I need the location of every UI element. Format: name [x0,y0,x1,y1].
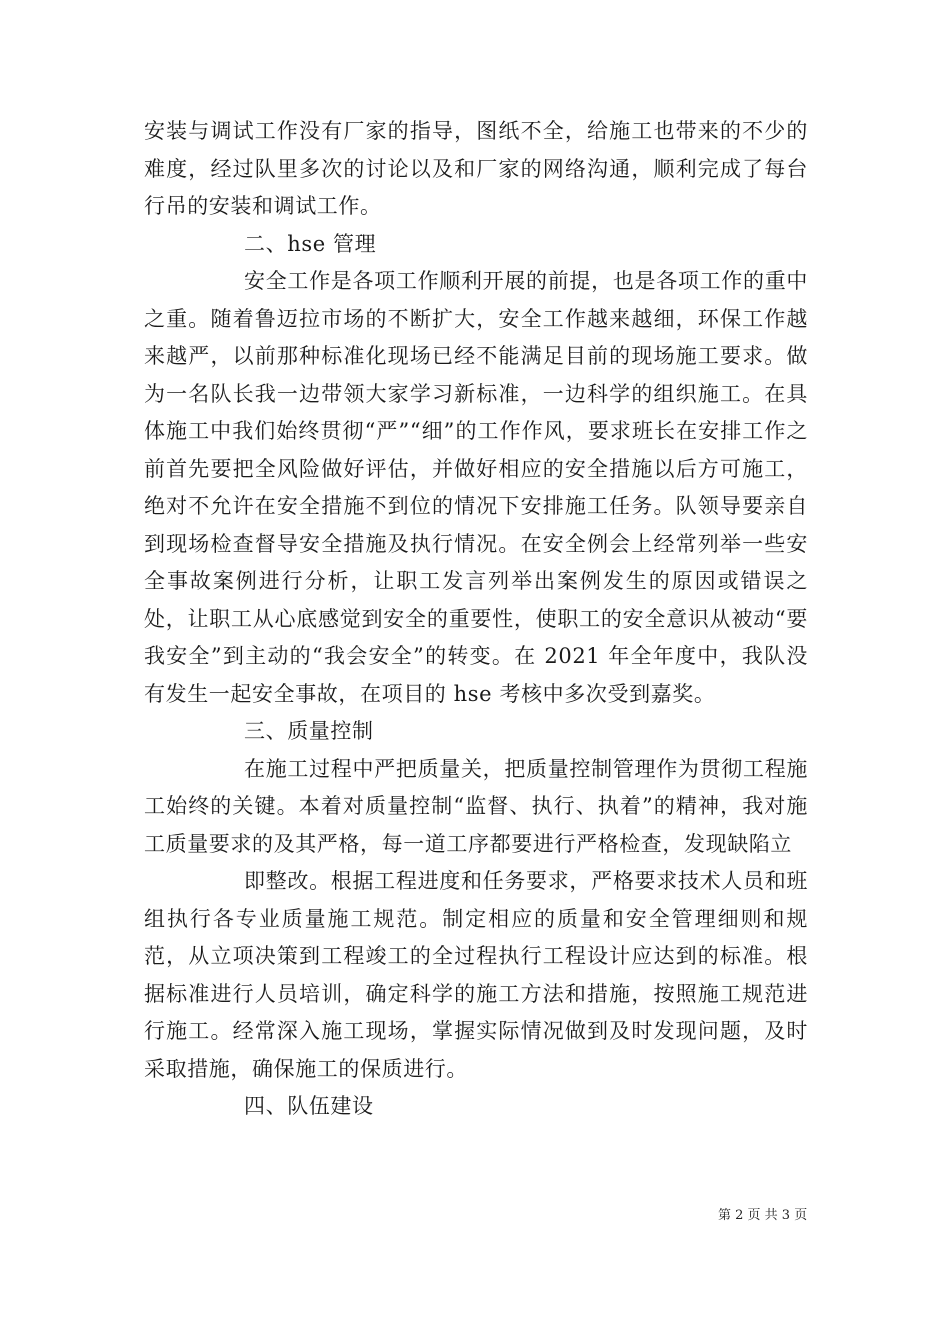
paragraph-quality-1: 在施工过程中严把质量关，把质量控制管理作为贯彻工程施工始终的关键。本着对质量控制“监督、执行、执着”的精神，我对施工质量要求的及其严格，每一道工序都要进行严格检查，发现缺陷立 [144,756,808,856]
page-number-footer: 第 2 页 共 3 页 [718,1208,808,1223]
paragraph-quality-2: 即整改。根据工程进度和任务要求，严格要求技术人员和班组执行各专业质量施工规范。制定相应的质量和安全管理细则和规范，从立项决策到工程竣工的全过程执行工程设计应达到的标准。根据标准进行人员培训，确定科学的施工方法和措施，按照施工规范进行施工。经常深入施工现场，掌握实际情况做到及时发现问题，及时采取措施，确保施工的保质进行。 [144,869,808,1081]
section-heading-quality: 三、质量控制 [244,719,374,743]
section-heading-team: 四、队伍建设 [244,1094,374,1118]
paragraph-hse: 安全工作是各项工作顺利开展的前提，也是各项工作的重中之重。随着鲁迈拉市场的不断扩大，安全工作越来越细，环保工作越来越严，以前那种标准化现场已经不能满足目前的现场施工要求。做为一名队长我一边带领大家学习新标准，一边科学的组织施工。在具体施工中我们始终贯彻“严”“细”的工作作风，要求班长在安排工作之前首先要把全风险做好评估，并做好相应的安全措施以后方可施工，绝对不允许在安全措施不到位的情况下安排施工任务。队领导要亲自到现场检查督导安全措施及执行情况。在安全例会上经常列举一些安全事故案例进行分析，让职工发言列举出案例发生的原因或错误之处，让职工从心底感觉到安全的重要性，使职工的安全意识从被动“要我安全”到主动的“我会安全”的转变。在 2021 年全年度中，我队没有发生一起安全事故，在项目的 hse 考核中多次受到嘉奖。 [144,269,808,706]
section-heading-hse: 二、hse 管理 [244,231,377,256]
document-body [144,113,808,1126]
paragraph-continuation: 安装与调试工作没有厂家的指导，图纸不全，给施工也带来的不少的难度，经过队里多次的讨论以及和厂家的网络沟通，顺利完成了每台行吊的安装和调试工作。 [144,119,808,218]
